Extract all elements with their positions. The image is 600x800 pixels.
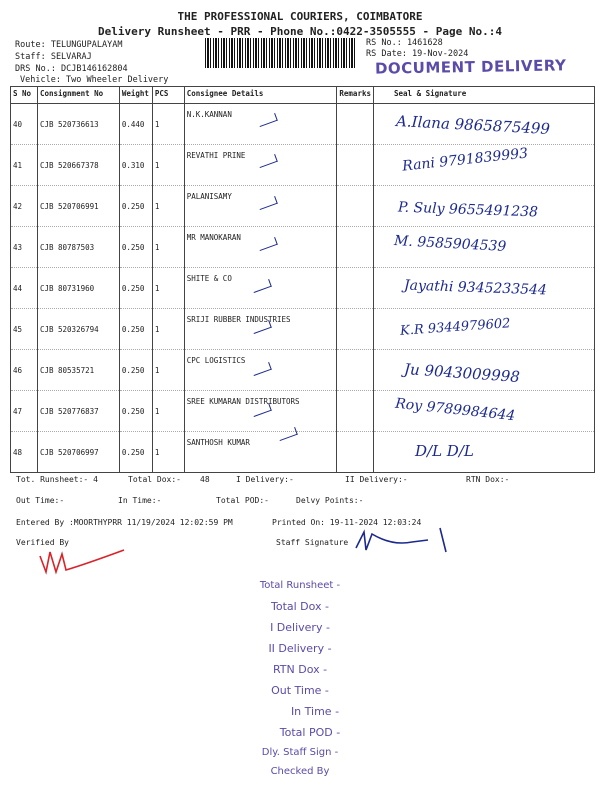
pcs: 1	[152, 432, 184, 473]
sno: 43	[11, 227, 38, 268]
remarks	[337, 432, 374, 473]
consignee: N.K.KANNAN	[184, 104, 337, 145]
stamp-staff-sign: Dly. Staff Sign -	[261, 747, 339, 758]
delvy-points: Delvy Points:-	[296, 496, 364, 505]
col-signature: Seal & Signature	[374, 87, 595, 104]
barcode	[205, 38, 355, 68]
total-dox: Total Dox:-	[128, 475, 181, 484]
pcs: 1	[152, 104, 184, 145]
signature-47: Roy 9789984644	[394, 395, 516, 425]
col-sno: S No	[11, 87, 38, 104]
consignee: CPC LOGISTICS	[184, 350, 337, 391]
printed-on: Printed On: 19-11-2024 12:03:24	[272, 518, 422, 527]
stamp-in-time: In Time -	[290, 705, 340, 718]
signature-48: D/L D/L	[415, 442, 474, 460]
sno: 47	[11, 391, 38, 432]
consignment-no: CJB 80535721	[37, 350, 119, 391]
consignment-no: CJB 80787503	[37, 227, 119, 268]
consignment-no: CJB 80731960	[37, 268, 119, 309]
consignment-no: CJB 520736613	[37, 104, 119, 145]
stamp-checked-by: Checked By	[270, 766, 330, 777]
sno: 45	[11, 309, 38, 350]
weight: 0.250	[119, 268, 152, 309]
staff-signature-label: Staff Signature	[276, 538, 349, 547]
remarks	[337, 350, 374, 391]
sno: 41	[11, 145, 38, 186]
consignment-no: CJB 520776837	[37, 391, 119, 432]
total-pod: Total POD:-	[216, 496, 269, 505]
stamp-ii-delivery: II Delivery -	[268, 642, 332, 655]
consignee: SRIJI RUBBER INDUSTRIES	[184, 309, 337, 350]
pcs: 1	[152, 391, 184, 432]
table-header	[11, 87, 595, 104]
signature-46: Ju 9043009998	[403, 359, 521, 387]
remarks	[337, 145, 374, 186]
weight: 0.250	[119, 309, 152, 350]
sno: 42	[11, 186, 38, 227]
weight: 0.310	[119, 145, 152, 186]
tot-runsheet: Tot. Runsheet:- 4	[16, 475, 98, 484]
staff-signature-scrawl	[352, 524, 462, 556]
ii-delivery: II Delivery:-	[345, 475, 408, 484]
in-time: In Time:-	[118, 496, 162, 505]
remarks	[337, 104, 374, 145]
rtn-dox: RTN Dox:-	[466, 475, 510, 484]
table-row	[11, 432, 595, 473]
company-title: THE PROFESSIONAL COURIERS, COIMBATORE	[177, 10, 423, 23]
verified-by: Verified By	[16, 538, 69, 547]
col-consignment: Consignment No	[37, 87, 119, 104]
entered-by: Entered By :MOORTHYPRR 11/19/2024 12:02:59 PM	[16, 518, 233, 527]
signature-41: Rani 9791839993	[401, 145, 529, 175]
consignee: SANTHOSH KUMAR	[184, 432, 337, 473]
runsheet-title: Delivery Runsheet - PRR - Phone No.:0422-3505555 - Page No.:4	[98, 25, 502, 38]
weight: 0.250	[119, 391, 152, 432]
pcs: 1	[152, 227, 184, 268]
remarks	[337, 227, 374, 268]
pcs: 1	[152, 350, 184, 391]
verified-by-signature	[36, 544, 128, 580]
signature-43: M. 9585904539	[393, 233, 507, 255]
route-label: Route: TELUNGUPALAYAM	[15, 40, 123, 50]
remarks	[337, 391, 374, 432]
signature-45: K.R 9344979602	[399, 316, 511, 339]
consignment-no: CJB 520706991	[37, 186, 119, 227]
remarks	[337, 268, 374, 309]
rs-no: RS No.: 1461628	[366, 38, 443, 48]
consignee: REVATHI PRINE	[184, 145, 337, 186]
staff-label: Staff: SELVARAJ	[15, 52, 92, 62]
col-remarks: Remarks	[337, 87, 374, 104]
pcs: 1	[152, 309, 184, 350]
consignee: PALANISAMY	[184, 186, 337, 227]
stamp-total-pod: Total POD -	[279, 726, 341, 739]
col-weight: Weight	[119, 87, 152, 104]
consignee: MR MANOKARAN	[184, 227, 337, 268]
sno: 44	[11, 268, 38, 309]
total-dox-value: 48	[200, 475, 210, 484]
weight: 0.250	[119, 432, 152, 473]
weight: 0.250	[119, 186, 152, 227]
stamp-out-time: Out Time -	[271, 684, 329, 697]
signature-42: P. Suly 9655491238	[397, 199, 539, 221]
consignment-no: CJB 520326794	[37, 309, 119, 350]
document-delivery-stamp: DOCUMENT DELIVERY	[374, 56, 567, 78]
vehicle-label: Vehicle: Two Wheeler Delivery	[20, 75, 169, 85]
signature-cell	[374, 432, 595, 473]
sno: 46	[11, 350, 38, 391]
sno: 48	[11, 432, 38, 473]
weight: 0.250	[119, 350, 152, 391]
remarks	[337, 186, 374, 227]
out-time: Out Time:-	[16, 496, 65, 505]
remarks	[337, 309, 374, 350]
consignment-no: CJB 520667378	[37, 145, 119, 186]
pcs: 1	[152, 186, 184, 227]
sno: 40	[11, 104, 38, 145]
pcs: 1	[152, 268, 184, 309]
table-row	[11, 227, 595, 268]
consignee: SREE KUMARAN DISTRIBUTORS	[184, 391, 337, 432]
pcs: 1	[152, 145, 184, 186]
weight: 0.250	[119, 227, 152, 268]
stamp-i-delivery: I Delivery -	[270, 621, 330, 634]
stamp-rtn-dox: RTN Dox -	[272, 663, 328, 676]
weight: 0.440	[119, 104, 152, 145]
rs-date: RS Date: 19-Nov-2024	[366, 49, 469, 59]
col-pcs: PCS	[152, 87, 184, 104]
drs-label: DRS No.: DCJB146162804	[15, 64, 128, 74]
col-consignee: Consignee Details	[184, 87, 337, 104]
i-delivery: I Delivery:-	[236, 475, 294, 484]
stamp-total-dox: Total Dox -	[270, 600, 330, 613]
consignment-no: CJB 520706997	[37, 432, 119, 473]
stamp-total-runsheet: Total Runsheet -	[259, 580, 341, 591]
signature-44: Jayathi 9345233544	[403, 277, 548, 299]
signature-40: A.Ilana 9865875499	[395, 111, 551, 139]
consignee: SHITE & CO	[184, 268, 337, 309]
